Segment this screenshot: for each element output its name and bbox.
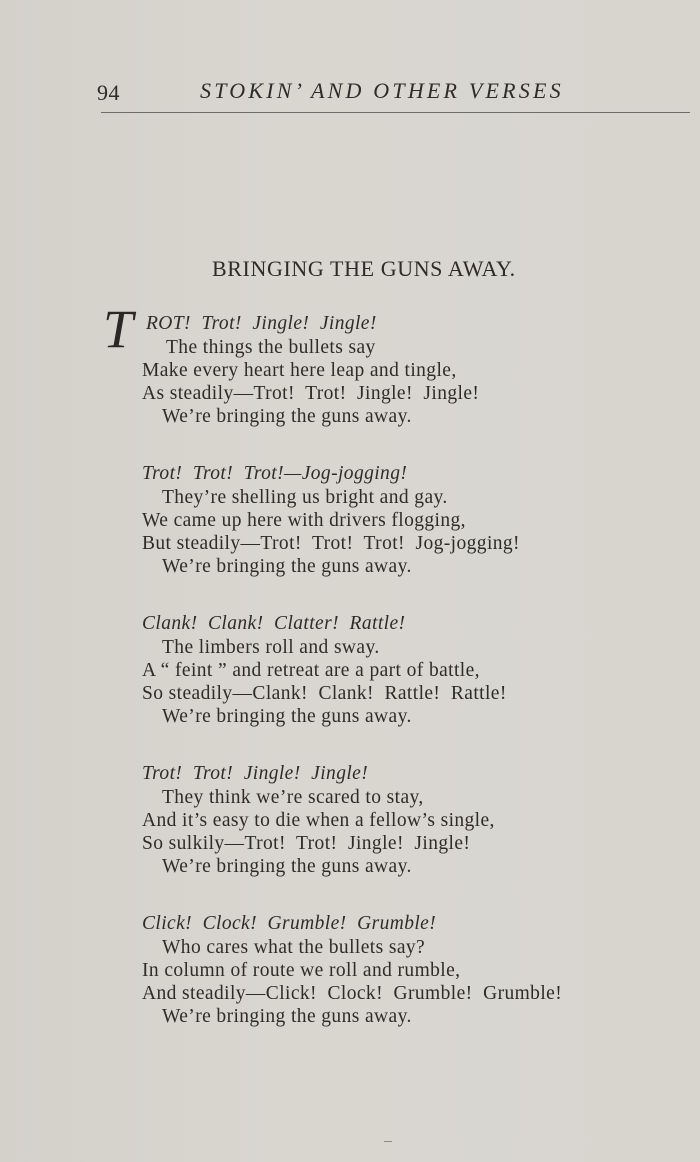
- stanza-1-line-5: We’re bringing the guns away.: [162, 406, 412, 427]
- poem-title: BRINGING THE GUNS AWAY.: [212, 256, 516, 281]
- stanza-3-line-4: So steadily—Clank! Clank! Rattle! Rattle!: [142, 683, 507, 704]
- drop-cap: T: [103, 299, 134, 359]
- page-number: 94: [97, 80, 120, 105]
- stanza-2-line-4: But steadily—Trot! Trot! Trot! Jog-jogging!: [142, 533, 520, 554]
- stanza-5-line-1: Click! Clock! Grumble! Grumble!: [142, 913, 437, 934]
- stanza-3-line-2: The limbers roll and sway.: [162, 637, 380, 658]
- stanza-2-line-5: We’re bringing the guns away.: [162, 556, 412, 577]
- page-mark: [384, 1141, 392, 1142]
- stanza-1-line-4: As steadily—Trot! Trot! Jingle! Jingle!: [142, 383, 480, 404]
- stanza-1-line-2: The things the bullets say: [166, 337, 376, 358]
- stanza-4-line-5: We’re bringing the guns away.: [162, 856, 412, 877]
- header-rule: [101, 112, 690, 113]
- stanza-1-line-1: ROT! Trot! Jingle! Jingle!: [146, 313, 377, 334]
- stanza-5-line-2: Who cares what the bullets say?: [162, 937, 426, 958]
- running-head: [97, 78, 597, 110]
- stanza-1-line-3: Make every heart here leap and tingle,: [142, 360, 457, 381]
- stanza-3-line-3: A “ feint ” and retreat are a part of battle,: [142, 660, 480, 681]
- stanza-5-line-4: And steadily—Click! Clock! Grumble! Grumble!: [142, 983, 563, 1004]
- stanza-4-line-1: Trot! Trot! Jingle! Jingle!: [142, 763, 369, 784]
- stanza-3-line-1: Clank! Clank! Clatter! Rattle!: [142, 613, 406, 634]
- stanza-4-line-3: And it’s easy to die when a fellow’s single,: [142, 810, 495, 831]
- stanza-3-line-5: We’re bringing the guns away.: [162, 706, 412, 727]
- stanza-2-line-3: We came up here with drivers flogging,: [142, 510, 466, 531]
- stanza-2-line-1: Trot! Trot! Trot!—Jog-jogging!: [142, 463, 408, 484]
- stanza-5-line-3: In column of route we roll and rumble,: [142, 960, 461, 981]
- running-title: STOKIN’ AND OTHER VERSES: [200, 78, 564, 103]
- stanza-2-line-2: They’re shelling us bright and gay.: [162, 487, 448, 508]
- stanza-4-line-2: They think we’re scared to stay,: [162, 787, 424, 808]
- stanza-4-line-4: So sulkily—Trot! Trot! Jingle! Jingle!: [142, 833, 471, 854]
- stanza-5-line-5: We’re bringing the guns away.: [162, 1006, 412, 1027]
